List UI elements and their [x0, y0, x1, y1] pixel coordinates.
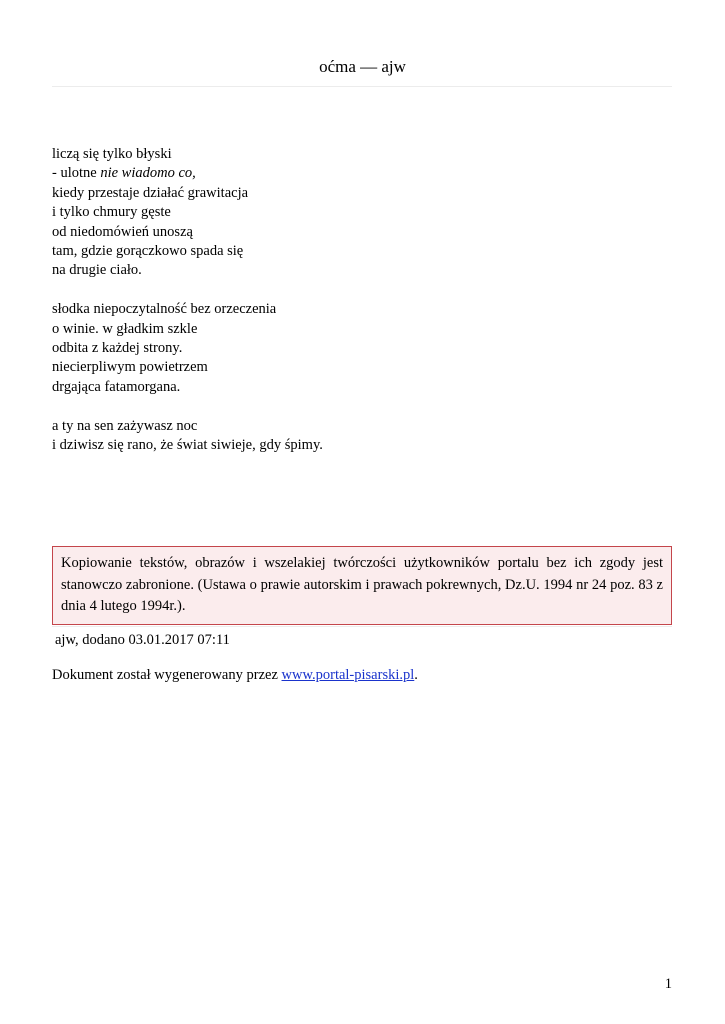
poem-line: słodka niepoczytalność bez orzeczenia [52, 301, 277, 318]
poem-stanza-2 [52, 300, 672, 397]
poem-line: o winie. w gładkim szkle [52, 320, 198, 337]
poem-line: na drugie ciało. [52, 262, 142, 279]
poem-line: niecierpliwym powietrzem [52, 359, 208, 376]
poem-line: od niedomówień unoszą [52, 223, 193, 240]
footer-divider [52, 626, 672, 627]
generated-by-suffix: . [414, 667, 418, 683]
poem-line-with-italic [52, 164, 672, 183]
page-number: 1 [664, 976, 672, 992]
poem-line: drgająca fatamorgana. [52, 378, 181, 395]
author-date-line: ajw, dodano 03.01.2017 07:11 [55, 632, 230, 648]
poem-line: odbita z każdej strony. [52, 340, 183, 357]
poem-line: a ty na sen zażywasz noc [52, 417, 198, 434]
poem-line-prefix: - ulotne [52, 165, 101, 182]
poem-line: i dziwisz się rano, że świat siwieje, gdy śpimy. [52, 437, 323, 454]
generated-by-prefix: Dokument został wygenerowany przez [52, 667, 282, 683]
poem-line: i tylko chmury gęste [52, 204, 171, 221]
poem-line: liczą się tylko błyski [52, 146, 172, 162]
poem-body [52, 145, 672, 475]
portal-link[interactable]: www.portal-pisarski.pl [281, 667, 415, 683]
generated-by-line [52, 665, 418, 685]
poem-stanza-3 [52, 417, 672, 456]
copyright-notice: Kopiowanie tekstów, obrazów i wszelakiej twórczości użytkowników portalu bez ich zgody jest stanowczo zabronione. (Ustawa o prawie autorskim i prawach pokrewnych, Dz.U. 1994 nr 24 poz. 83 z dnia 4 lutego 1994r.). [52, 546, 672, 625]
poem-italic-phrase: nie wiadomo co, [100, 165, 196, 182]
document-title: oćma — ajw [319, 57, 406, 76]
poem-stanza-1 [52, 145, 672, 281]
header-divider [52, 86, 672, 87]
poem-line: tam, gdzie gorączkowo spada się [52, 243, 244, 260]
poem-line: kiedy przestaje działać grawitacja [52, 184, 249, 201]
